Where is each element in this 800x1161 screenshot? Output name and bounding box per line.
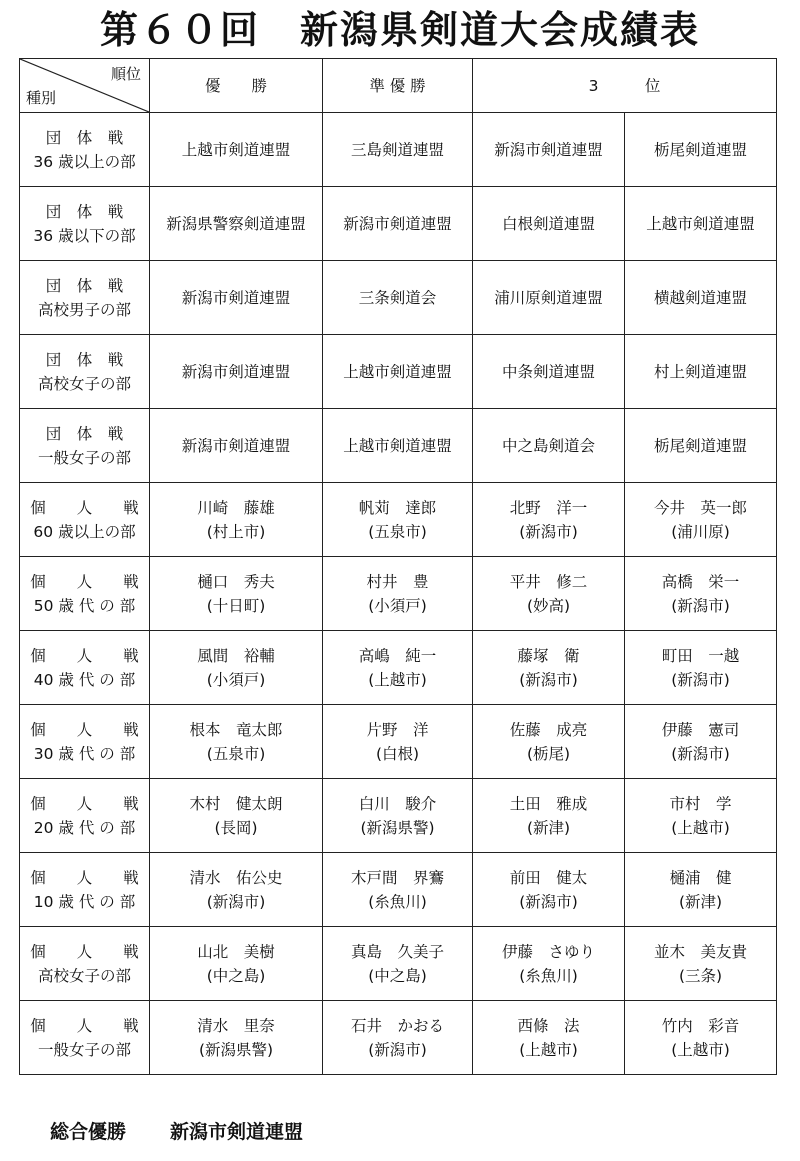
category-cell: 団 体 戦 一般女子の部 bbox=[20, 409, 150, 483]
third-place-cell: 中条剣道連盟 bbox=[473, 335, 625, 409]
runner-up-header: 準 優 勝 bbox=[323, 59, 473, 113]
runner-up-cell: 三条剣道会 bbox=[323, 261, 473, 335]
table-row bbox=[20, 557, 777, 631]
third-place-cell: 前田 健太 (新潟市) bbox=[473, 853, 625, 927]
overall-team: 新潟市剣道連盟 bbox=[170, 1121, 304, 1143]
table-row bbox=[20, 705, 777, 779]
third-place-cell: 中之島剣道会 bbox=[473, 409, 625, 483]
runner-up-cell: 村井 豊 (小須戸) bbox=[323, 557, 473, 631]
table-row bbox=[20, 113, 777, 187]
third-place-header: 3 位 bbox=[473, 59, 777, 113]
results-table bbox=[19, 58, 777, 1075]
third-place-cell: 西條 法 (上越市) bbox=[473, 1001, 625, 1075]
header-row bbox=[20, 59, 777, 113]
winner-cell: 川崎 藤雄 (村上市) bbox=[150, 483, 323, 557]
table-row bbox=[20, 1001, 777, 1075]
category-cell: 団 体 戦 36 歳以上の部 bbox=[20, 113, 150, 187]
third-place-cell: 栃尾剣道連盟 bbox=[625, 409, 777, 483]
runner-up-cell: 高嶋 純一 (上越市) bbox=[323, 631, 473, 705]
table-row bbox=[20, 853, 777, 927]
runner-up-cell: 上越市剣道連盟 bbox=[323, 335, 473, 409]
table-row bbox=[20, 483, 777, 557]
category-cell: 個 人 戦 一般女子の部 bbox=[20, 1001, 150, 1075]
winner-cell: 新潟市剣道連盟 bbox=[150, 261, 323, 335]
winner-cell: 風間 裕輔 (小須戸) bbox=[150, 631, 323, 705]
winner-cell: 樋口 秀夫 (十日町) bbox=[150, 557, 323, 631]
category-cell: 個 人 戦 60 歳以上の部 bbox=[20, 483, 150, 557]
table-row bbox=[20, 927, 777, 1001]
third-place-cell: 栃尾剣道連盟 bbox=[625, 113, 777, 187]
category-cell: 個 人 戦 20 歳 代 の 部 bbox=[20, 779, 150, 853]
table-row bbox=[20, 261, 777, 335]
table-row bbox=[20, 409, 777, 483]
category-cell: 個 人 戦 40 歳 代 の 部 bbox=[20, 631, 150, 705]
winner-header: 優 勝 bbox=[150, 59, 323, 113]
category-cell: 個 人 戦 高校女子の部 bbox=[20, 927, 150, 1001]
runner-up-cell: 木戸間 界鶱 (糸魚川) bbox=[323, 853, 473, 927]
runner-up-cell: 三島剣道連盟 bbox=[323, 113, 473, 187]
category-label: 種別 bbox=[26, 89, 57, 107]
overall-champion bbox=[50, 1117, 303, 1144]
runner-up-cell: 帆苅 達郎 (五泉市) bbox=[323, 483, 473, 557]
runner-up-cell: 上越市剣道連盟 bbox=[323, 409, 473, 483]
third-place-cell: 市村 学 (上越市) bbox=[625, 779, 777, 853]
third-place-cell: 並木 美友貴 (三条) bbox=[625, 927, 777, 1001]
third-place-cell: 伊藤 さゆり (糸魚川) bbox=[473, 927, 625, 1001]
third-place-cell: 横越剣道連盟 bbox=[625, 261, 777, 335]
page-title: 第６０回 新潟県剣道大会成績表 bbox=[99, 8, 700, 52]
third-place-cell: 白根剣道連盟 bbox=[473, 187, 625, 261]
third-place-cell: 平井 修二 (妙高) bbox=[473, 557, 625, 631]
category-cell: 個 人 戦 30 歳 代 の 部 bbox=[20, 705, 150, 779]
table-row bbox=[20, 631, 777, 705]
winner-cell: 清水 里奈 (新潟県警) bbox=[150, 1001, 323, 1075]
third-place-cell: 佐藤 成亮 (栃尾) bbox=[473, 705, 625, 779]
category-cell: 個 人 戦 50 歳 代 の 部 bbox=[20, 557, 150, 631]
winner-cell: 新潟市剣道連盟 bbox=[150, 409, 323, 483]
table-row bbox=[20, 335, 777, 409]
runner-up-cell: 片野 洋 (白根) bbox=[323, 705, 473, 779]
winner-cell: 上越市剣道連盟 bbox=[150, 113, 323, 187]
third-place-cell: 上越市剣道連盟 bbox=[625, 187, 777, 261]
category-cell: 団 体 戦 高校男子の部 bbox=[20, 261, 150, 335]
third-place-cell: 浦川原剣道連盟 bbox=[473, 261, 625, 335]
third-place-cell: 高橋 栄一 (新潟市) bbox=[625, 557, 777, 631]
overall-label: 総合優勝 bbox=[50, 1121, 127, 1143]
category-cell: 個 人 戦 10 歳 代 の 部 bbox=[20, 853, 150, 927]
runner-up-cell: 新潟市剣道連盟 bbox=[323, 187, 473, 261]
corner-header-cell bbox=[20, 59, 150, 113]
third-place-cell: 村上剣道連盟 bbox=[625, 335, 777, 409]
winner-cell: 新潟市剣道連盟 bbox=[150, 335, 323, 409]
third-place-cell: 今井 英一郎 (浦川原) bbox=[625, 483, 777, 557]
winner-cell: 木村 健太朗 (長岡) bbox=[150, 779, 323, 853]
winner-cell: 根本 竜太郎 (五泉市) bbox=[150, 705, 323, 779]
winner-cell: 清水 佑公史 (新潟市) bbox=[150, 853, 323, 927]
category-cell: 団 体 戦 高校女子の部 bbox=[20, 335, 150, 409]
third-place-cell: 藤塚 衛 (新潟市) bbox=[473, 631, 625, 705]
third-place-cell: 町田 一越 (新潟市) bbox=[625, 631, 777, 705]
third-place-cell: 土田 雅成 (新津) bbox=[473, 779, 625, 853]
third-place-cell: 新潟市剣道連盟 bbox=[473, 113, 625, 187]
third-place-cell: 樋浦 健 (新津) bbox=[625, 853, 777, 927]
third-place-cell: 竹内 彩音 (上越市) bbox=[625, 1001, 777, 1075]
category-cell: 団 体 戦 36 歳以下の部 bbox=[20, 187, 150, 261]
third-place-cell: 伊藤 憲司 (新潟市) bbox=[625, 705, 777, 779]
table-row bbox=[20, 779, 777, 853]
runner-up-cell: 白川 駿介 (新潟県警) bbox=[323, 779, 473, 853]
winner-cell: 山北 美樹 (中之島) bbox=[150, 927, 323, 1001]
runner-up-cell: 石井 かおる (新潟市) bbox=[323, 1001, 473, 1075]
third-place-cell: 北野 洋一 (新潟市) bbox=[473, 483, 625, 557]
rank-label: 順位 bbox=[110, 65, 141, 83]
winner-cell: 新潟県警察剣道連盟 bbox=[150, 187, 323, 261]
runner-up-cell: 真島 久美子 (中之島) bbox=[323, 927, 473, 1001]
table-row bbox=[20, 187, 777, 261]
